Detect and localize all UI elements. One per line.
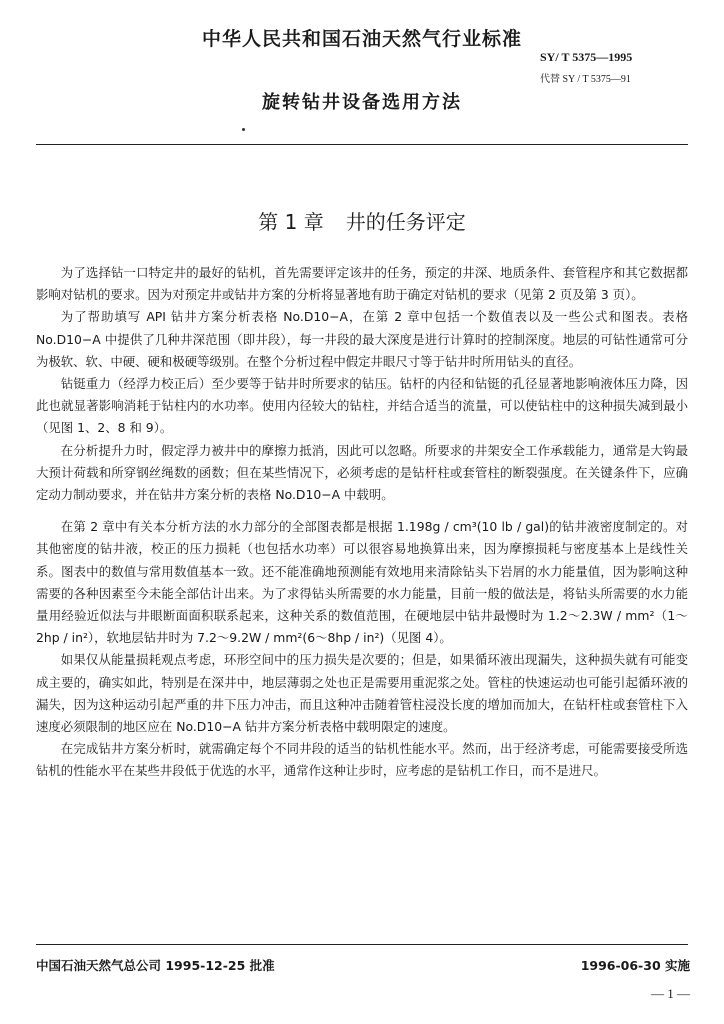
standard-category-title: 中华人民共和国石油天然气行业标准	[201, 28, 522, 50]
document-title: 旋转钻井设备选用方法	[262, 92, 462, 113]
approval-statement: 中国石油天然气总公司 1995-12-25 批准	[36, 958, 275, 973]
chapter-number: 第 1 章	[258, 210, 324, 234]
footer-divider	[36, 944, 688, 945]
chapter-heading	[0, 206, 724, 235]
stray-dot	[242, 128, 245, 131]
replaces-code: 代替 SY / T 5375—91	[540, 74, 631, 85]
header-divider	[36, 144, 688, 145]
paragraph: 钻铤重力（经浮力校正后）至少要等于钻井时所要求的钻压。钻杆的内径和钻铤的孔径显著地影响液体压力降，因此也就显著影响消耗于钻柱内的水功率。使用内径较大的钻柱，并结合适当的流量，可以使钻柱中的这种损失减到最小（见图 1、2、8 和 9）。	[36, 376, 688, 436]
paragraph: 在完成钻井方案分析时，就需确定每个不同井段的适当的钻机性能水平。然而，出于经济考虑，可能需要接受所选钻机的性能水平在某些井段低于优选的水平，通常作这种让步时，应考虑的是钻机工作日，而不是进尺。	[36, 741, 688, 779]
paragraph: 在第 2 章中有关本分析方法的水力部分的全部图表都是根据 1.198g / cm³(10 lb / gal)的钻井液密度制定的。对其他密度的钻井液，校正的压力损耗（也包括水功率）可以很容易地换算出来，因为摩擦损耗与密度基本上是线性关系。图表中的数值与常用数值基本一致。还不能准确地预测能有效地用来清除钻头下岩屑的水力能量值，因为影响这种需要的各种因素至今未能全部估计出来。为了求得钻头所需要的水力能量，目前一般的做法是，将钻头所需要的水力能量用经验近似法与井眼断面面积联系起来，这种关系的数值范围，在硬地层中钻井最慢时为 1.2～2.3W / mm²（1～2hp / in²），软地层钻井时为 7.2～9.2W / mm²(6～8hp / in²)（见图 4）。	[36, 519, 688, 646]
paragraph: 为了选择钻一口特定井的最好的钻机，首先需要评定该井的任务，预定的井深、地质条件、套管程序和其它数据都影响对钻机的要求。因为对预定井或钻井方案的分析将显著地有助于确定对钻机的要求（见第 2 页及第 3 页）。	[36, 265, 688, 303]
standard-code: SY/ T 5375—1995	[540, 50, 633, 64]
paragraph: 如果仅从能量损耗观点考虑，环形空间中的压力损失是次要的；但是，如果循环液出现漏失，这种损失就有可能变成主要的，确实如此，特别是在深井中，地层薄弱之处也正是需要用重泥浆之处。管柱的快速运动也可能引起循环液的漏失，因为这种运动引起严重的井下压力冲击，而且这种冲击随着管柱浸没长度的增加而加大，在钻杆柱或套管柱下入速度必须限制的地区应在 No.D10−A 钻井方案分析表格中载明限定的速度。	[36, 652, 688, 735]
body-text	[36, 262, 688, 783]
paragraph: 在分析提升力时，假定浮力被井中的摩擦力抵消，因此可以忽略。所要求的井架安全工作承载能力，通常是大钩最大预计荷载和所穿钢丝绳数的函数；但在某些情况下，必须考虑的是钻杆柱或套管柱的断裂强度。在关键条件下，应确定动力制动要求，并在钻井方案分析的表格 No.D10−A 中载明。	[36, 442, 688, 503]
effective-date: 1996-06-30 实施	[580, 958, 690, 973]
chapter-title: 井的任务评定	[345, 210, 466, 234]
page-number: — 1 —	[651, 986, 690, 1001]
paragraph: 为了帮助填写 API 钻井方案分析表格 No.D10−A，在第 2 章中包括一个数值表以及一些公式和图表。表格 No.D10−A 中提供了几种井深范围（即井段），每一井段的最大深度是进行计算时的控制深度。地层的可钻性通常可分为极软、软、中硬、硬和极硬等级别。在整个分析过程中假定井眼尺寸等于钻井时所用钻头的直径。	[36, 309, 688, 369]
